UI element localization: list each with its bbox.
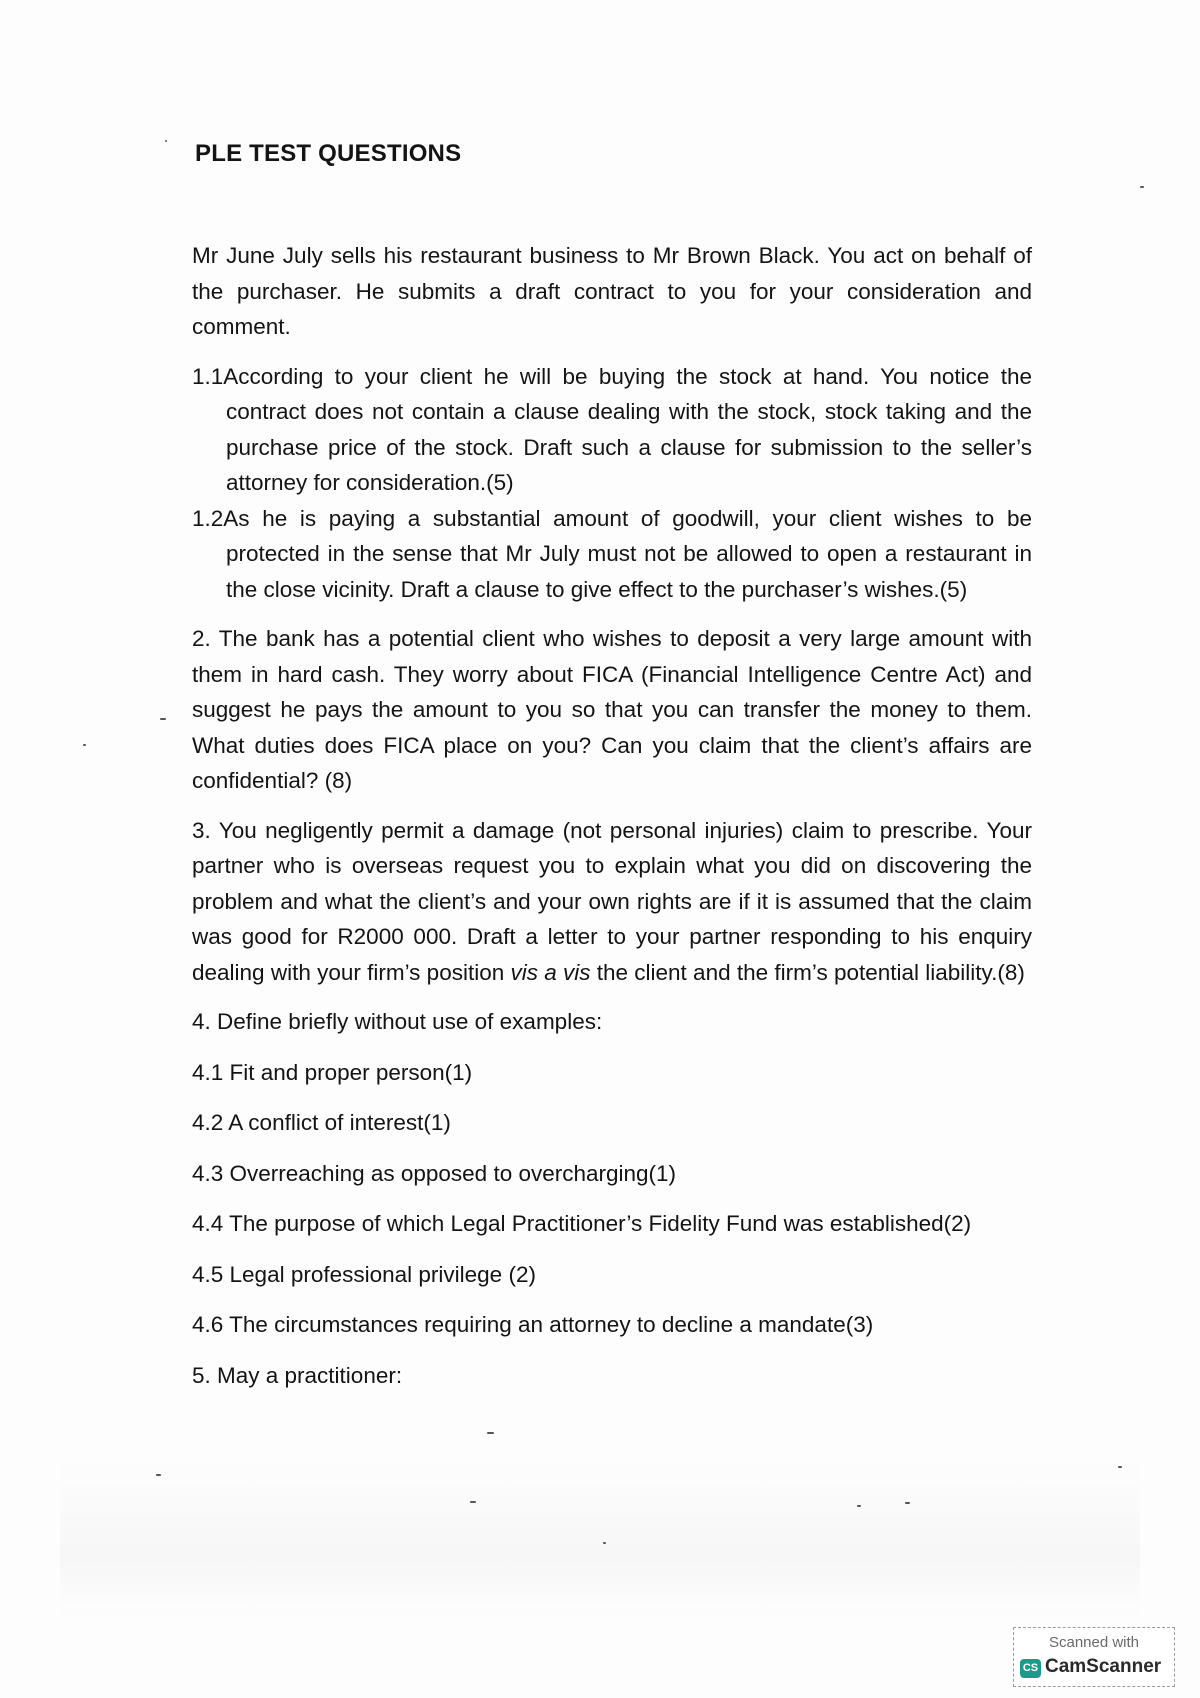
question-4-1: 4.1 Fit and proper person(1) <box>192 1059 473 1085</box>
question-3-italic: vis a vis <box>510 959 591 985</box>
question-4: 4. Define briefly without use of examples: <box>192 1009 603 1034</box>
question-4-4: 4.4 The purpose of which Legal Practitioner’s Fidelity Fund was established(2) <box>192 1211 972 1236</box>
question-3-text-a: 3. You negligently permit a damage (not personal injuries) claim to prescribe. Your partner who is overseas request you to explain what you did on discovering the problem and what the client’s and your own rights are if it is assumed that the claim was good for R2000 000. Draft a letter to your partner responding to his enquiry dealing with your firm’s position <box>192 817 1032 985</box>
question-3 <box>192 813 1032 991</box>
question-2: 2. The bank has a potential client who wishes to deposit a very large amount with them in hard cash. They worry about FICA (Financial Intelligence Centre Act) and suggest he pays the amount to you so that you can transfer the money to them. What duties does FICA place on you? Can you claim that the client’s affairs are confidential? (8) <box>192 626 1032 793</box>
scan-speck <box>905 1502 910 1504</box>
scan-speck <box>603 1542 606 1544</box>
watermark-brand: CamScanner <box>1045 1656 1162 1677</box>
scan-speck <box>160 718 166 720</box>
question-3-text-b: the client and the firm’s potential liability.(8) <box>590 959 1025 985</box>
camscanner-watermark <box>1013 1627 1175 1687</box>
question-5: 5. May a practitioner: <box>192 1362 403 1388</box>
scan-speck <box>1140 186 1144 188</box>
question-body <box>192 238 1032 1408</box>
question-4-3: 4.3 Overreaching as opposed to overcharging(1) <box>192 1160 677 1186</box>
page-title: PLE TEST QUESTIONS <box>195 140 462 167</box>
scan-speck <box>857 1505 861 1507</box>
question-1-2: 1.2As he is paying a substantial amount of goodwill, your client wishes to be protected in the sense that Mr July must not be allowed to open a restaurant in the close vicinity. Draft a clause to give effect to the purchaser’s wishes.(5) <box>192 505 1032 602</box>
scan-speck <box>156 1474 161 1476</box>
scan-speck <box>470 1501 476 1503</box>
camscanner-logo-icon: CS <box>1020 1659 1041 1678</box>
scan-speck <box>83 744 86 746</box>
question-4-6: 4.6 The circumstances requiring an attorney to decline a mandate(3) <box>192 1312 874 1337</box>
watermark-caption: Scanned with <box>1048 1634 1140 1651</box>
scan-speck <box>1118 1466 1122 1468</box>
scan-speck <box>165 140 167 142</box>
question-4-5: 4.5 Legal professional privilege (2) <box>192 1261 536 1287</box>
scan-shading <box>60 1460 1140 1620</box>
question-1-1: 1.1According to your client he will be buying the stock at hand. You notice the contract does not contain a clause dealing with the stock, stock taking and the purchase price of the stock. Draft such a clause for submission to the seller’s attorney for consideration.(5) <box>192 363 1032 495</box>
question-4-2: 4.2 A conflict of interest(1) <box>192 1110 451 1135</box>
intro-paragraph: Mr June July sells his restaurant business to Mr Brown Black. You act on behalf of the purchaser. He submits a draft contract to you for your consideration and comment. <box>192 243 1032 339</box>
scan-speck <box>487 1432 494 1434</box>
